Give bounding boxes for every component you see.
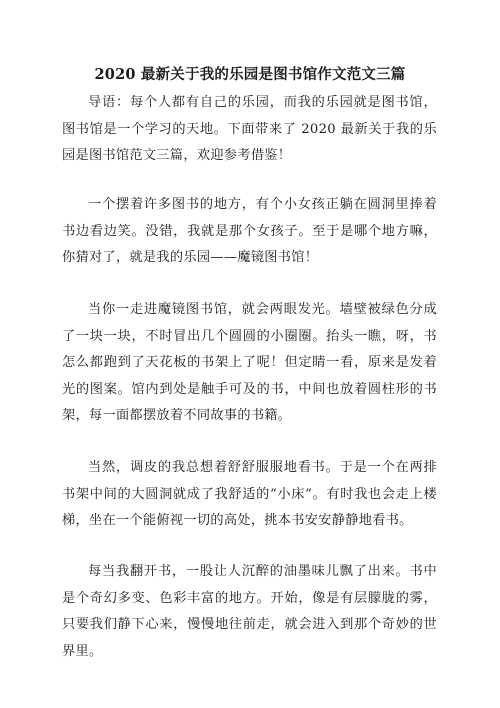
intro-paragraph: 导语：每个人都有自己的乐园，而我的乐园就是图书馆，图书馆是一个学习的天地。下面带来了 2020 最新关于我的乐园是图书馆范文三篇，欢迎参考借鉴！ <box>62 95 437 163</box>
body-paragraph: 每当我翻开书，一股让人沉醉的油墨味儿飘了出来。书中是个奇幻多变、色彩丰富的地方。开始，像是有层朦胧的雾，只要我们静下心来，慢慢地往前走，就会进入到那个奇妙的世界里。 <box>62 564 437 659</box>
body-paragraph: 一个摆着许多图书的地方，有个小女孩正躺在圆洞里捧着书边看边笑。没错，我就是那个女孩子。至于是哪个地方嘛，你猜对了，就是我的乐园——魔镜图书馆！ <box>62 197 437 265</box>
body-paragraph: 当你一走进魔镜图书馆，就会两眼发光。墙壁被绿色分成了一块一块，不时冒出几个圆圆的小圈圈。抬头一瞧，呀，书怎么都跑到了天花板的书架上了呢！但定睛一看，原来是发着光的图案。馆内到处是触手可及的书，中间也放着圆柱形的书架，每一面都摆放着不同故事的书籍。 <box>62 302 437 423</box>
body-paragraph: 当然，调皮的我总想着舒舒服服地看书。于是一个在两排书架中间的大圆洞就成了我舒适的“小床”。有时我也会走上楼梯，坐在一个能俯视一切的高处，挑本书安安静静地看书。 <box>62 460 437 528</box>
document-title: 2020 最新关于我的乐园是图书馆作文范文三篇 <box>94 66 406 83</box>
